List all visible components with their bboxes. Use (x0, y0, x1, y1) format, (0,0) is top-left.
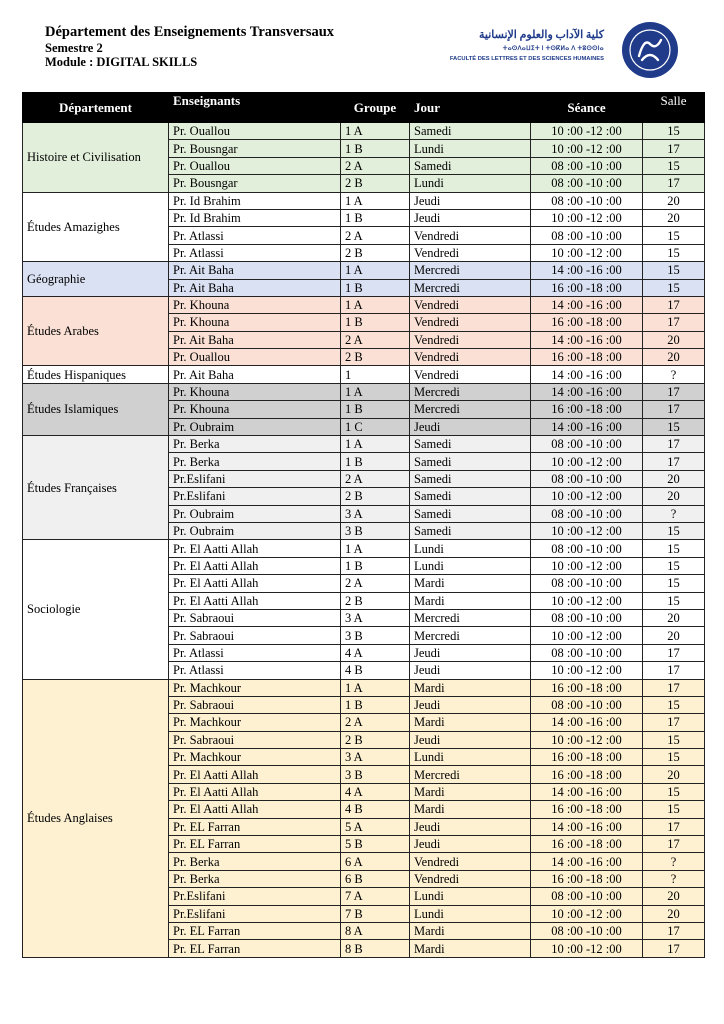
teacher-cell: Pr. Oubraim (169, 522, 341, 539)
day-cell: Jeudi (410, 418, 531, 435)
department-group (23, 679, 705, 957)
room-cell: 17 (643, 662, 705, 679)
group-cell: 4 B (341, 801, 410, 818)
teacher-cell: Pr. Atlassi (169, 244, 341, 261)
day-cell: Vendredi (410, 244, 531, 261)
department-cell: Études Françaises (23, 436, 169, 540)
day-cell: Mardi (410, 714, 531, 731)
group-cell: 1 A (341, 540, 410, 557)
teacher-cell: Pr. Ouallou (169, 349, 341, 366)
teacher-cell: Pr. El Aatti Allah (169, 540, 341, 557)
department-cell: Études Islamiques (23, 383, 169, 435)
teacher-cell: Pr. EL Farran (169, 836, 341, 853)
department-group (23, 192, 705, 262)
group-cell: 2 B (341, 488, 410, 505)
session-cell: 10 :00 -12 :00 (531, 209, 643, 226)
session-cell: 10 :00 -12 :00 (531, 592, 643, 609)
day-cell: Samedi (410, 470, 531, 487)
department-cell: Géographie (23, 262, 169, 297)
teacher-cell: Pr. Khouna (169, 401, 341, 418)
column-header-salle: Salle (643, 93, 705, 123)
group-cell: 1 B (341, 140, 410, 157)
session-cell: 16 :00 -18 :00 (531, 679, 643, 696)
session-cell: 10 :00 -12 :00 (531, 662, 643, 679)
room-cell: 15 (643, 557, 705, 574)
session-cell: 08 :00 -10 :00 (531, 644, 643, 661)
group-cell: 2 A (341, 227, 410, 244)
logo-arabic-text: كلية الآداب والعلوم الإنسانية (479, 29, 604, 41)
room-cell: 20 (643, 331, 705, 348)
session-cell: 10 :00 -12 :00 (531, 940, 643, 957)
room-cell: 20 (643, 349, 705, 366)
session-cell: 14 :00 -16 :00 (531, 383, 643, 400)
group-cell: 1 C (341, 418, 410, 435)
group-cell: 1 A (341, 436, 410, 453)
day-cell: Mardi (410, 801, 531, 818)
teacher-cell: Pr. Sabraoui (169, 696, 341, 713)
teacher-cell: Pr. Oubraim (169, 418, 341, 435)
teacher-cell: Pr. El Aatti Allah (169, 766, 341, 783)
teacher-cell: Pr. Ouallou (169, 123, 341, 140)
day-cell: Vendredi (410, 296, 531, 313)
group-cell: 3 A (341, 505, 410, 522)
teacher-cell: Pr. El Aatti Allah (169, 783, 341, 800)
session-cell: 08 :00 -10 :00 (531, 540, 643, 557)
session-cell: 08 :00 -10 :00 (531, 505, 643, 522)
faculty-logo (449, 20, 680, 78)
group-cell: 4 B (341, 662, 410, 679)
room-cell: 15 (643, 540, 705, 557)
room-cell: 15 (643, 749, 705, 766)
day-cell: Vendredi (410, 870, 531, 887)
day-cell: Mercredi (410, 609, 531, 626)
teacher-cell: Pr. Atlassi (169, 644, 341, 661)
day-cell: Mercredi (410, 262, 531, 279)
room-cell: 17 (643, 679, 705, 696)
teacher-cell: Pr. Berka (169, 870, 341, 887)
department-group (23, 436, 705, 540)
session-cell: 08 :00 -10 :00 (531, 157, 643, 174)
room-cell: 15 (643, 592, 705, 609)
day-cell: Lundi (410, 540, 531, 557)
session-cell: 16 :00 -18 :00 (531, 870, 643, 887)
day-cell: Mercredi (410, 383, 531, 400)
room-cell: 15 (643, 244, 705, 261)
group-cell: 5 A (341, 818, 410, 835)
day-cell: Lundi (410, 175, 531, 192)
group-cell: 6 A (341, 853, 410, 870)
group-cell: 1 B (341, 279, 410, 296)
room-cell: 20 (643, 888, 705, 905)
room-cell: 17 (643, 383, 705, 400)
room-cell: 17 (643, 644, 705, 661)
room-cell: 20 (643, 209, 705, 226)
session-cell: 10 :00 -12 :00 (531, 488, 643, 505)
day-cell: Mercredi (410, 401, 531, 418)
session-cell: 14 :00 -16 :00 (531, 366, 643, 383)
group-cell: 2 B (341, 349, 410, 366)
day-cell: Jeudi (410, 192, 531, 209)
room-cell: 17 (643, 401, 705, 418)
room-cell: 17 (643, 922, 705, 939)
session-cell: 14 :00 -16 :00 (531, 818, 643, 835)
department-group (23, 366, 705, 383)
group-cell: 5 B (341, 836, 410, 853)
department-group (23, 540, 705, 679)
department-cell: Sociologie (23, 540, 169, 679)
day-cell: Jeudi (410, 209, 531, 226)
room-cell: 20 (643, 766, 705, 783)
teacher-cell: Pr. El Aatti Allah (169, 801, 341, 818)
teacher-cell: Pr.Eslifani (169, 488, 341, 505)
group-cell: 2 B (341, 592, 410, 609)
session-cell: 08 :00 -10 :00 (531, 575, 643, 592)
day-cell: Mardi (410, 922, 531, 939)
session-cell: 10 :00 -12 :00 (531, 627, 643, 644)
session-cell: 16 :00 -18 :00 (531, 314, 643, 331)
day-cell: Jeudi (410, 836, 531, 853)
teacher-cell: Pr. Ouallou (169, 157, 341, 174)
day-cell: Mardi (410, 575, 531, 592)
department-group (23, 123, 705, 193)
logo-french-text: FACULTÉ DES LETTRES ET DES SCIENCES HUMAINES (449, 56, 604, 62)
group-cell: 1 A (341, 383, 410, 400)
teacher-cell: Pr. Atlassi (169, 227, 341, 244)
session-cell: 10 :00 -12 :00 (531, 244, 643, 261)
session-cell: 14 :00 -16 :00 (531, 853, 643, 870)
table-row (23, 123, 705, 140)
session-cell: 10 :00 -12 :00 (531, 905, 643, 922)
group-cell: 2 A (341, 157, 410, 174)
teacher-cell: Pr. EL Farran (169, 940, 341, 957)
session-cell: 16 :00 -18 :00 (531, 836, 643, 853)
group-cell: 2 B (341, 731, 410, 748)
day-cell: Samedi (410, 453, 531, 470)
group-cell: 1 A (341, 262, 410, 279)
group-cell: 1 B (341, 557, 410, 574)
room-cell: 17 (643, 314, 705, 331)
module-label: Module : DIGITAL SKILLS (45, 55, 198, 70)
room-cell: 15 (643, 157, 705, 174)
teacher-cell: Pr.Eslifani (169, 888, 341, 905)
day-cell: Vendredi (410, 331, 531, 348)
day-cell: Mardi (410, 783, 531, 800)
room-cell: 15 (643, 418, 705, 435)
day-cell: Vendredi (410, 227, 531, 244)
room-cell: 17 (643, 714, 705, 731)
room-cell: 17 (643, 175, 705, 192)
room-cell: 20 (643, 192, 705, 209)
teacher-cell: Pr. Bousngar (169, 140, 341, 157)
teacher-cell: Pr. Khouna (169, 296, 341, 313)
room-cell: 15 (643, 262, 705, 279)
group-cell: 6 B (341, 870, 410, 887)
table-row (23, 540, 705, 557)
group-cell: 1 A (341, 679, 410, 696)
teacher-cell: Pr.Eslifani (169, 905, 341, 922)
schedule-table (22, 92, 705, 958)
teacher-cell: Pr. EL Farran (169, 922, 341, 939)
document-header (45, 24, 334, 69)
semester-label: Semestre 2 (45, 40, 103, 55)
department-group (23, 383, 705, 435)
room-cell: 15 (643, 783, 705, 800)
day-cell: Samedi (410, 436, 531, 453)
room-cell: 20 (643, 488, 705, 505)
session-cell: 08 :00 -10 :00 (531, 227, 643, 244)
session-cell: 08 :00 -10 :00 (531, 470, 643, 487)
room-cell: 17 (643, 453, 705, 470)
teacher-cell: Pr. Bousngar (169, 175, 341, 192)
teacher-cell: Pr. Machkour (169, 749, 341, 766)
teacher-cell: Pr. Berka (169, 436, 341, 453)
column-header-jour: Jour (410, 93, 531, 123)
room-cell: 15 (643, 801, 705, 818)
day-cell: Lundi (410, 557, 531, 574)
day-cell: Samedi (410, 123, 531, 140)
teacher-cell: Pr. Ait Baha (169, 331, 341, 348)
session-cell: 08 :00 -10 :00 (531, 192, 643, 209)
table-row (23, 296, 705, 313)
department-group (23, 262, 705, 297)
room-cell: 17 (643, 818, 705, 835)
group-cell: 2 A (341, 470, 410, 487)
session-cell: 16 :00 -18 :00 (531, 279, 643, 296)
day-cell: Samedi (410, 522, 531, 539)
room-cell: ? (643, 870, 705, 887)
session-cell: 14 :00 -16 :00 (531, 331, 643, 348)
room-cell: 20 (643, 470, 705, 487)
group-cell: 1 A (341, 192, 410, 209)
day-cell: Mardi (410, 940, 531, 957)
room-cell: 15 (643, 731, 705, 748)
group-cell: 1 B (341, 314, 410, 331)
room-cell: 15 (643, 279, 705, 296)
room-cell: 15 (643, 227, 705, 244)
room-cell: 20 (643, 905, 705, 922)
group-cell: 8 A (341, 922, 410, 939)
room-cell: 17 (643, 296, 705, 313)
session-cell: 16 :00 -18 :00 (531, 349, 643, 366)
table-header-row (23, 93, 705, 123)
teacher-cell: Pr. Machkour (169, 714, 341, 731)
department-cell: Études Anglaises (23, 679, 169, 957)
room-cell: ? (643, 505, 705, 522)
teacher-cell: Pr. Ait Baha (169, 366, 341, 383)
session-cell: 16 :00 -18 :00 (531, 801, 643, 818)
day-cell: Jeudi (410, 731, 531, 748)
teacher-cell: Pr. Ait Baha (169, 279, 341, 296)
document-title: Département des Enseignements Transversaux (45, 24, 335, 40)
session-cell: 08 :00 -10 :00 (531, 888, 643, 905)
teacher-cell: Pr. El Aatti Allah (169, 592, 341, 609)
teacher-cell: Pr. EL Farran (169, 818, 341, 835)
day-cell: Lundi (410, 140, 531, 157)
session-cell: 14 :00 -16 :00 (531, 714, 643, 731)
teacher-cell: Pr. Sabraoui (169, 731, 341, 748)
session-cell: 16 :00 -18 :00 (531, 766, 643, 783)
teacher-cell: Pr. Atlassi (169, 662, 341, 679)
session-cell: 10 :00 -12 :00 (531, 453, 643, 470)
group-cell: 2 A (341, 714, 410, 731)
day-cell: Vendredi (410, 366, 531, 383)
column-header-departement: Département (23, 93, 169, 123)
room-cell: 20 (643, 609, 705, 626)
session-cell: 14 :00 -16 :00 (531, 783, 643, 800)
table-row (23, 436, 705, 453)
group-cell: 1 B (341, 209, 410, 226)
day-cell: Vendredi (410, 314, 531, 331)
session-cell: 16 :00 -18 :00 (531, 749, 643, 766)
group-cell: 3 B (341, 522, 410, 539)
column-header-groupe: Groupe (341, 93, 410, 123)
teacher-cell: Pr. Id Brahim (169, 192, 341, 209)
day-cell: Mercredi (410, 627, 531, 644)
group-cell: 1 B (341, 401, 410, 418)
day-cell: Mercredi (410, 766, 531, 783)
session-cell: 16 :00 -18 :00 (531, 401, 643, 418)
group-cell: 4 A (341, 783, 410, 800)
logo-tifinagh-text: ⵜⴰⵙⴷⴰⵡⵉⵜ ⵏ ⵜⵙⴽⵍⴰ ⴷ ⵜⵓⵙⵙⵏⴰ (502, 46, 604, 52)
day-cell: Lundi (410, 749, 531, 766)
day-cell: Jeudi (410, 662, 531, 679)
room-cell: 17 (643, 940, 705, 957)
university-seal-icon (620, 20, 680, 80)
table-row (23, 366, 705, 383)
session-cell: 10 :00 -12 :00 (531, 123, 643, 140)
room-cell: 20 (643, 627, 705, 644)
session-cell: 08 :00 -10 :00 (531, 609, 643, 626)
group-cell: 2 B (341, 244, 410, 261)
room-cell: 17 (643, 140, 705, 157)
group-cell: 2 B (341, 175, 410, 192)
session-cell: 08 :00 -10 :00 (531, 696, 643, 713)
teacher-cell: Pr. Id Brahim (169, 209, 341, 226)
session-cell: 10 :00 -12 :00 (531, 557, 643, 574)
group-cell: 8 B (341, 940, 410, 957)
table-row (23, 679, 705, 696)
room-cell: 17 (643, 436, 705, 453)
teacher-cell: Pr. Berka (169, 853, 341, 870)
teacher-cell: Pr. Khouna (169, 314, 341, 331)
session-cell: 10 :00 -12 :00 (531, 140, 643, 157)
day-cell: Vendredi (410, 853, 531, 870)
teacher-cell: Pr. Oubraim (169, 505, 341, 522)
room-cell: 15 (643, 575, 705, 592)
session-cell: 14 :00 -16 :00 (531, 418, 643, 435)
group-cell: 3 A (341, 749, 410, 766)
group-cell: 7 B (341, 905, 410, 922)
session-cell: 14 :00 -16 :00 (531, 262, 643, 279)
group-cell: 3 B (341, 766, 410, 783)
teacher-cell: Pr.Eslifani (169, 470, 341, 487)
column-header-seance: Séance (531, 93, 643, 123)
teacher-cell: Pr. Berka (169, 453, 341, 470)
day-cell: Samedi (410, 488, 531, 505)
group-cell: 1 A (341, 123, 410, 140)
session-cell: 14 :00 -16 :00 (531, 296, 643, 313)
group-cell: 3 A (341, 609, 410, 626)
department-cell: Histoire et Civilisation (23, 123, 169, 193)
teacher-cell: Pr. Sabraoui (169, 609, 341, 626)
room-cell: 15 (643, 522, 705, 539)
session-cell: 10 :00 -12 :00 (531, 522, 643, 539)
column-header-enseignants: Enseignants (169, 93, 341, 123)
department-group (23, 296, 705, 366)
day-cell: Samedi (410, 505, 531, 522)
session-cell: 08 :00 -10 :00 (531, 436, 643, 453)
day-cell: Vendredi (410, 349, 531, 366)
group-cell: 2 A (341, 331, 410, 348)
department-cell: Études Hispaniques (23, 366, 169, 383)
day-cell: Jeudi (410, 644, 531, 661)
room-cell: 17 (643, 836, 705, 853)
group-cell: 4 A (341, 644, 410, 661)
room-cell: 15 (643, 123, 705, 140)
teacher-cell: Pr. Ait Baha (169, 262, 341, 279)
day-cell: Samedi (410, 157, 531, 174)
table-row (23, 192, 705, 209)
group-cell: 2 A (341, 575, 410, 592)
group-cell: 1 B (341, 453, 410, 470)
room-cell: ? (643, 853, 705, 870)
day-cell: Lundi (410, 888, 531, 905)
department-cell: Études Amazighes (23, 192, 169, 262)
group-cell: 1 B (341, 696, 410, 713)
session-cell: 08 :00 -10 :00 (531, 175, 643, 192)
day-cell: Mardi (410, 679, 531, 696)
table-row (23, 383, 705, 400)
day-cell: Jeudi (410, 818, 531, 835)
day-cell: Jeudi (410, 696, 531, 713)
group-cell: 3 B (341, 627, 410, 644)
room-cell: ? (643, 366, 705, 383)
group-cell: 7 A (341, 888, 410, 905)
teacher-cell: Pr. Machkour (169, 679, 341, 696)
session-cell: 10 :00 -12 :00 (531, 731, 643, 748)
day-cell: Mercredi (410, 279, 531, 296)
department-cell: Études Arabes (23, 296, 169, 366)
teacher-cell: Pr. Khouna (169, 383, 341, 400)
day-cell: Mardi (410, 592, 531, 609)
room-cell: 15 (643, 696, 705, 713)
group-cell: 1 A (341, 296, 410, 313)
teacher-cell: Pr. Sabraoui (169, 627, 341, 644)
table-row (23, 262, 705, 279)
group-cell: 1 (341, 366, 410, 383)
day-cell: Lundi (410, 905, 531, 922)
teacher-cell: Pr. El Aatti Allah (169, 575, 341, 592)
teacher-cell: Pr. El Aatti Allah (169, 557, 341, 574)
session-cell: 08 :00 -10 :00 (531, 922, 643, 939)
